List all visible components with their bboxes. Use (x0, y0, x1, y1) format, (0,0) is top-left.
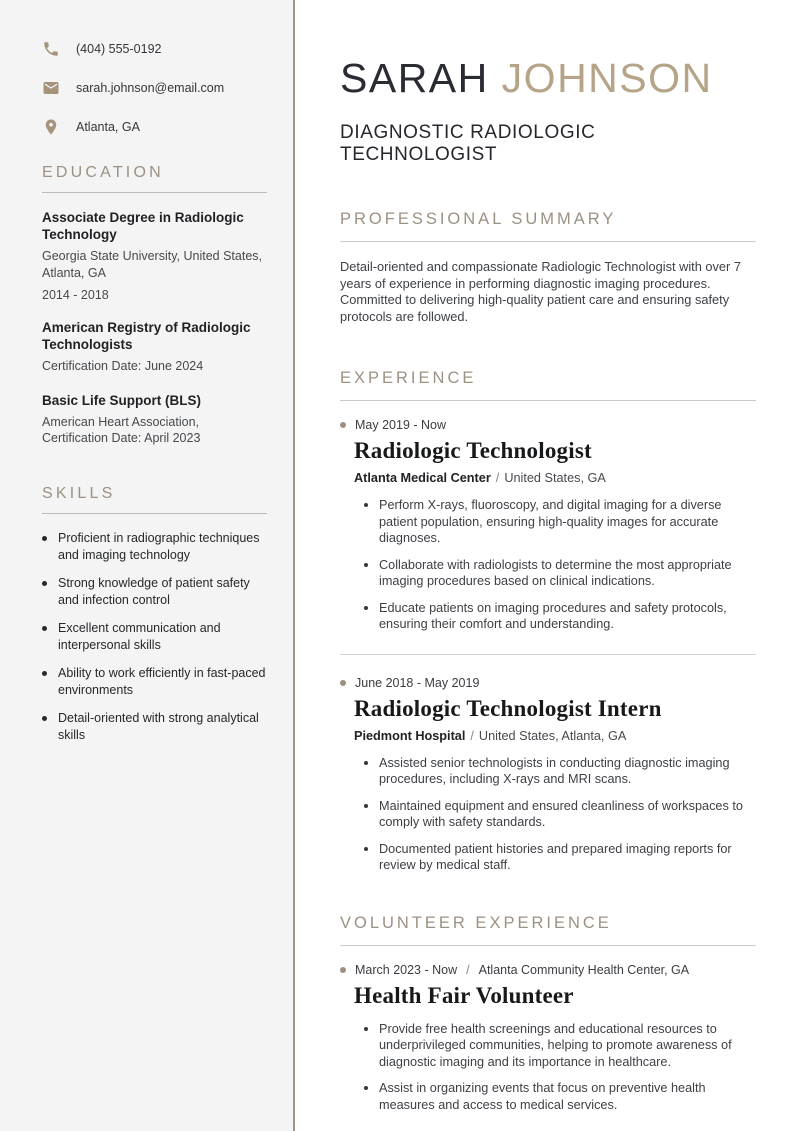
job-divider (340, 654, 756, 655)
phone-number: (404) 555-0192 (76, 42, 162, 56)
contact-list (42, 40, 267, 136)
summary-section (340, 210, 756, 325)
bullet-text: Collaborate with radiologists to determine the most appropriate imaging procedures based on clinical indications. (379, 557, 732, 588)
bullet-item (364, 1021, 756, 1071)
candidate-job-title: DIAGNOSTIC RADIOLOGIC TECHNOLOGIST (340, 122, 596, 165)
separator: / (470, 728, 474, 743)
company-name: Atlanta Medical Center (354, 471, 491, 485)
contact-location (42, 118, 267, 136)
bullet-dot-icon (364, 563, 368, 567)
volunteer-org: Atlanta Community Health Center, GA (478, 962, 690, 977)
separator: / (466, 962, 470, 977)
bullet-dot-icon (364, 503, 368, 507)
bullet-text: Assist in organizing events that focus on preventive health measures and access to medical services. (379, 1081, 706, 1112)
bullet-dot-icon (364, 847, 368, 851)
bullet-dot-icon (42, 581, 47, 586)
education-entry (42, 319, 267, 375)
experience-entry (340, 418, 756, 633)
summary-heading: PROFESSIONAL SUMMARY (340, 210, 756, 242)
education-degree: American Registry of Radiologic Technologists (42, 320, 251, 352)
location-pin-icon (42, 118, 60, 136)
separator: / (495, 471, 500, 485)
bullet-dot-icon (364, 761, 368, 765)
bullet-text: Assisted senior technologists in conducting diagnostic imaging procedures, including X-rays and MRI scans. (379, 755, 730, 786)
company-location: United States, Atlanta, GA (478, 728, 627, 743)
contact-email (42, 79, 267, 97)
location-text: Atlanta, GA (76, 120, 140, 134)
bullet-dot-icon (364, 1086, 368, 1090)
job-company-row (340, 471, 756, 485)
volunteer-entry (340, 963, 756, 1114)
bullet-item (364, 1080, 756, 1113)
timeline-dot-icon (340, 967, 346, 973)
education-entry (42, 209, 267, 302)
education-heading: EDUCATION (42, 164, 267, 193)
bullet-dot-icon (42, 626, 47, 631)
bullet-text: Documented patient histories and prepared imaging reports for review by medical staff. (379, 841, 732, 872)
bullet-dot-icon (42, 671, 47, 676)
bullet-dot-icon (364, 1027, 368, 1031)
skills-heading: SKILLS (42, 485, 267, 514)
skill-text: Ability to work efficiently in fast-paced environments (58, 665, 266, 697)
first-name: SARAH (340, 55, 489, 101)
company-name: Piedmont Hospital (354, 728, 466, 743)
bullet-item (364, 600, 756, 633)
job-date-row (340, 418, 756, 432)
sidebar (0, 0, 295, 1131)
last-name: JOHNSON (501, 55, 713, 101)
bullet-item (364, 497, 756, 547)
experience-heading: EXPERIENCE (340, 369, 756, 401)
bullet-item (364, 557, 756, 590)
education-school: Certification Date: June 2024 (42, 359, 204, 373)
job-bullets (340, 755, 756, 874)
email-address: sarah.johnson@email.com (76, 81, 225, 95)
volunteer-dates: March 2023 - Now (355, 962, 458, 977)
education-degree: Basic Life Support (BLS) (42, 392, 202, 408)
skill-item (42, 710, 267, 744)
job-role: Radiologic Technologist (354, 438, 592, 463)
bullet-dot-icon (42, 716, 47, 721)
education-school: Georgia State University, United States, Atlanta, GA (42, 249, 263, 280)
volunteer-date-row (340, 963, 756, 977)
candidate-name (340, 55, 756, 101)
bullet-item (364, 755, 756, 788)
job-company-row (340, 729, 756, 743)
education-school: American Heart Association, Certification Date: April 2023 (42, 414, 201, 445)
bullet-text: Maintained equipment and ensured cleanliness of workspaces to comply with safety standards. (379, 798, 743, 829)
education-degree: Associate Degree in Radiologic Technology (42, 210, 244, 242)
skill-item (42, 530, 267, 564)
skill-item (42, 620, 267, 654)
volunteer-role: Health Fair Volunteer (354, 982, 574, 1008)
experience-entry (340, 676, 756, 874)
bullet-item (364, 798, 756, 831)
skill-item (42, 665, 267, 699)
skill-text: Strong knowledge of patient safety and infection control (58, 575, 250, 607)
education-entry (42, 392, 267, 447)
bullet-dot-icon (364, 804, 368, 808)
summary-text: Detail-oriented and compassionate Radiologic Technologist with over 7 years of experience in performing diagnostic imaging procedures. Committed to delivering high-quality patient care and ensuring safety protocols are followed. (340, 259, 741, 324)
bullet-text: Educate patients on imaging procedures and safety protocols, ensuring their comfort and understanding. (379, 600, 727, 631)
bullet-text: Perform X-rays, fluoroscopy, and digital imaging for a diverse patient population, ensuring high-quality images for accurate diagnoses. (379, 498, 722, 545)
job-role: Radiologic Technologist Intern (354, 695, 662, 721)
timeline-dot-icon (340, 422, 346, 428)
volunteer-section (340, 914, 756, 1114)
skills-section (42, 485, 267, 744)
timeline-dot-icon (340, 680, 346, 686)
skill-text: Excellent communication and interpersonal skills (58, 620, 221, 652)
bullet-text: Provide free health screenings and educational resources to underprivileged communities, helping to promote awareness of diagnostic imaging and its importance in healthcare. (379, 1021, 732, 1069)
main-column (295, 0, 800, 1131)
job-dates: June 2018 - May 2019 (355, 675, 480, 690)
volunteer-heading: VOLUNTEER EXPERIENCE (340, 914, 756, 946)
skill-item (42, 575, 267, 609)
bullet-dot-icon (42, 536, 47, 541)
company-location: United States, GA (504, 471, 606, 485)
contact-phone (42, 40, 267, 58)
bullet-item (364, 841, 756, 874)
bullet-dot-icon (364, 606, 368, 610)
volunteer-bullets (340, 1021, 756, 1114)
skill-text: Proficient in radiographic techniques and imaging technology (58, 530, 260, 562)
email-icon (42, 79, 60, 97)
skill-text: Detail-oriented with strong analytical skills (58, 710, 259, 742)
education-dates: 2014 - 2018 (42, 288, 109, 302)
phone-icon (42, 40, 60, 58)
job-date-row (340, 676, 756, 690)
job-bullets (340, 497, 756, 633)
job-dates: May 2019 - Now (355, 418, 447, 432)
experience-section (340, 369, 756, 874)
education-section (42, 164, 267, 447)
